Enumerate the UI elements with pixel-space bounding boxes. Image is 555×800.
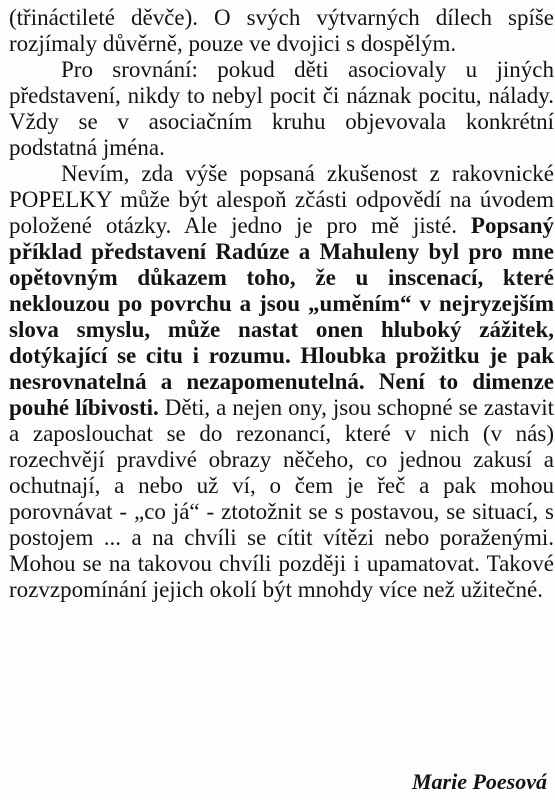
paragraph-2: Pro srovnání: pokud děti asociovaly u jiných představení, nikdy to nebyl pocit či náznak pocitu, nálady. Vždy se v asociačním kruhu objevovala konkrétní podstatná jména.: [9, 57, 554, 160]
paragraph-3-end: Děti, a nejen ony, jsou schopné se zastavit a zaposlouchat se do rezonancí, které v nich (v nás) rozechvějí pravdivé obrazy něčeho, co jednou zakusí a ochutnají, a nebo už ví, o čem je řeč a pak mohou porovnávat - „co já“ - ztotožnit se s postavou, se situací, s postojem ... a na chvíli se cítit vítězi nebo poraženými. Mohou se na takovou chvíli později i upamatovat. Takové rozvzpomínání jejich okolí být mnohdy více než užitečné.: [9, 395, 554, 602]
paragraph-3-bold-2: Není to dimenze pouhé líbivosti.: [9, 369, 555, 420]
paragraph-1: (třináctileté děvče). O svých výtvarných dílech spíše rozjímaly důvěrně, pouze ve dvojici s dospělým.: [9, 5, 554, 56]
article-text: [9, 5, 554, 603]
paragraph-3-start: Nevím, zda výše popsaná zkušenost z rakovnické POPELKY může být alespoň zčásti odpovědí na úvodem položené otázky. Ale jedno je pro mě jisté.: [9, 161, 554, 238]
paragraph-3-bold-1: Popsaný příklad představení Radúze a Mahuleny byl pro mne opětovným důkazem toho, že u inscenací, které neklouzou po povrchu a jsou „uměním“ v nejryzejším slova smyslu, může nastat onen hluboký zážitek, dotýkající se citu i rozumu. Hloubka prožitku je pak nesrovnatelná a nezapomenutelná.: [9, 213, 554, 394]
paragraph-3: [9, 161, 554, 603]
author-signature: Marie Poesová: [411, 769, 547, 794]
